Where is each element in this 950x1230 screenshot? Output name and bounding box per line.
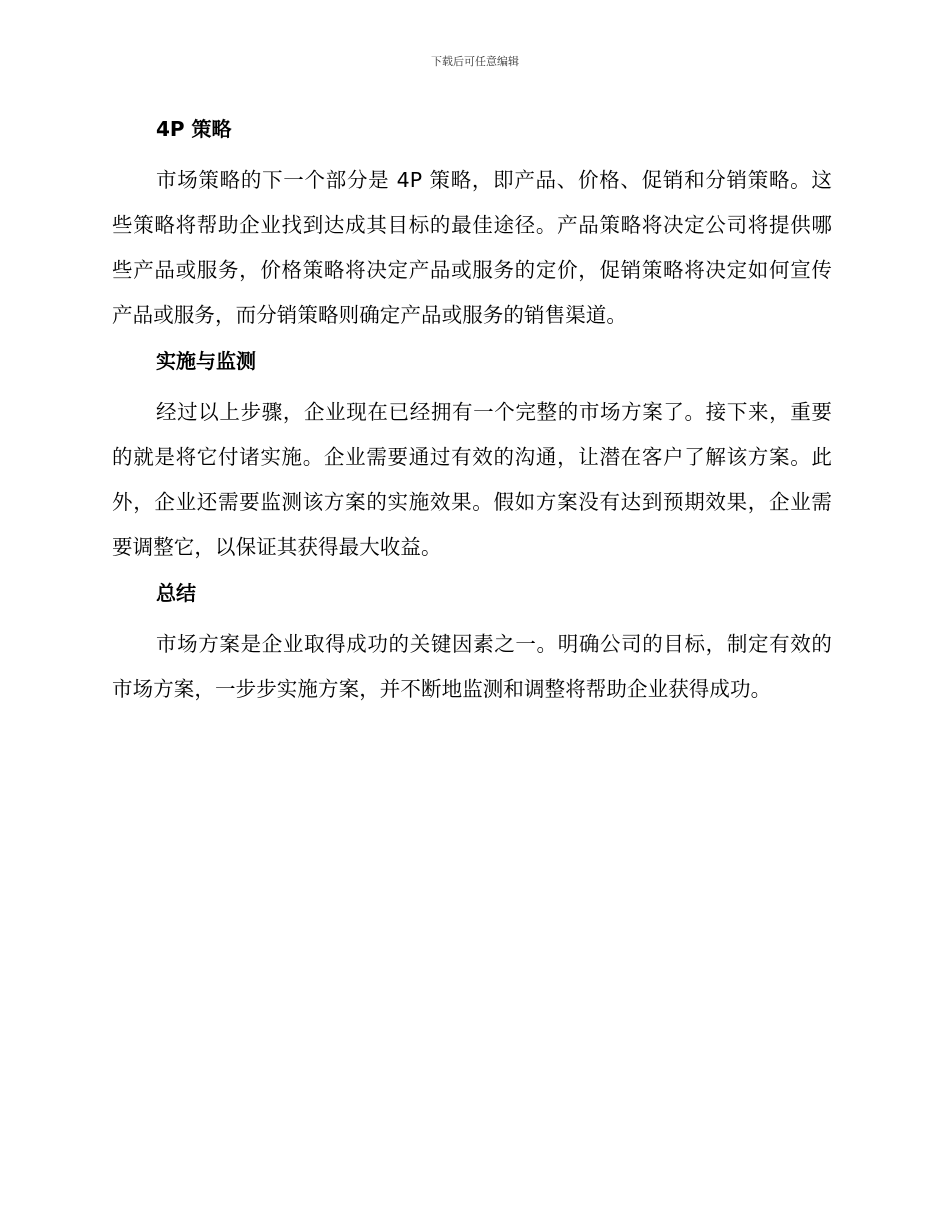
section-paragraph: 市场策略的下一个部分是 4P 策略，即产品、价格、促销和分销策略。这些策略将帮助企业找到达成其目标的最佳途径。产品策略将决定公司将提供哪些产品或服务，价格策略将决定产品或服务的定价，促销策略将决定如何宣传产品或服务，而分销策略则确定产品或服务的销售渠道。 (112, 168, 832, 327)
section-summary (112, 576, 832, 712)
section-paragraph: 经过以上步骤，企业现在已经拥有一个完整的市场方案了。接下来，重要的就是将它付诸实施。企业需要通过有效的沟通，让潜在客户了解该方案。此外，企业还需要监测该方案的实施效果。假如方案没有达到预期效果，企业需要调整它，以保证其获得最大收益。 (112, 400, 832, 559)
section-heading: 总结 (156, 581, 196, 605)
section-4p-strategy (112, 112, 832, 338)
document-body (112, 112, 832, 718)
section-heading: 实施与监测 (156, 349, 256, 373)
section-paragraph: 市场方案是企业取得成功的关键因素之一。明确公司的目标，制定有效的市场方案，一步步实施方案，并不断地监测和调整将帮助企业获得成功。 (112, 632, 832, 701)
page-header-note: 下载后可任意编辑 (431, 55, 519, 68)
section-heading: 4P 策略 (156, 117, 232, 141)
section-implementation-monitoring (112, 344, 832, 570)
